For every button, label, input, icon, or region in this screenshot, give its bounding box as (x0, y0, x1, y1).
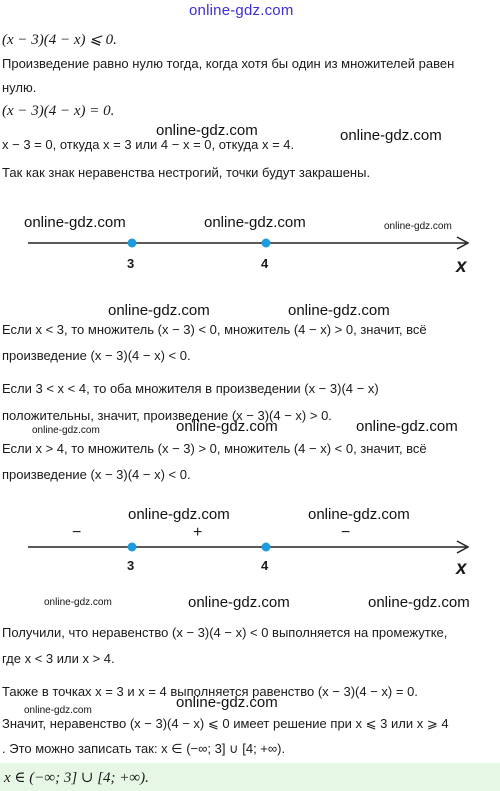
watermark: online-gdz.com (24, 705, 92, 716)
text-line: Если x > 4, то множитель (x − 3) > 0, множитель (4 − x) < 0, значит, всё (2, 441, 427, 456)
watermark: online-gdz.com (156, 122, 258, 139)
text-line: Так как знак неравенства нестрогий, точки будут закрашены. (2, 165, 371, 180)
watermark: online-gdz.com (368, 594, 470, 611)
roots-line: x − 3 = 0, откуда x = 3 или 4 − x = 0, откуда x = 4. (2, 137, 295, 152)
watermark: online-gdz.com (340, 127, 442, 144)
site-header-watermark: online-gdz.com (189, 2, 294, 19)
watermark: online-gdz.com (44, 597, 112, 608)
text-line: Если 3 < x < 4, то оба множителя в произведении (x − 3)(4 − x) (2, 381, 379, 396)
point-4 (262, 543, 271, 552)
text-line: . Это можно записать так: x ∈ (−∞; 3] ∪ [4; +∞). (2, 741, 286, 756)
text-line: Значит, неравенство (x − 3)(4 − x) ⩽ 0 имеет решение при x ⩽ 3 или x ⩾ 4 (2, 716, 449, 731)
point-label-3: 3 (127, 558, 135, 573)
text-line: Произведение равно нулю тогда, когда хотя бы один из множителей равен (2, 56, 455, 71)
watermark: online-gdz.com (32, 425, 100, 436)
watermark: online-gdz.com (176, 418, 278, 435)
watermark: online-gdz.com (384, 221, 452, 232)
number-line-1 (0, 225, 500, 285)
sign-right: − (341, 524, 351, 541)
watermark: online-gdz.com (24, 214, 126, 231)
text-line: произведение (x − 3)(4 − x) < 0. (2, 348, 191, 363)
text-line: Если x < 3, то множитель (x − 3) < 0, множитель (4 − x) > 0, значит, всё (2, 322, 427, 337)
sign-middle: + (193, 524, 203, 541)
text-line: нулю. (2, 80, 37, 95)
watermark: online-gdz.com (308, 506, 410, 523)
watermark: online-gdz.com (356, 418, 458, 435)
text-line: произведение (x − 3)(4 − x) < 0. (2, 467, 191, 482)
watermark: online-gdz.com (108, 302, 210, 319)
text-line: положительны, значит, произведение (x − 3)(4 − x) > 0. (2, 408, 332, 423)
point-4 (262, 239, 271, 248)
watermark: online-gdz.com (288, 302, 390, 319)
sign-left: − (72, 524, 82, 541)
point-label-3: 3 (127, 256, 135, 271)
watermark: online-gdz.com (204, 214, 306, 231)
text-line: где x < 3 или x > 4. (2, 651, 115, 666)
point-3 (128, 543, 137, 552)
point-label-4: 4 (261, 256, 269, 271)
axis-variable-label: x (456, 256, 467, 277)
text-line: Также в точках x = 3 и x = 4 выполняется равенство (x − 3)(4 − x) = 0. (2, 684, 418, 699)
point-3 (128, 239, 137, 248)
answer-text: x ∈ (−∞; 3] ∪ [4; +∞). (4, 770, 149, 786)
inequality-statement: (x − 3)(4 − x) ⩽ 0. (2, 32, 117, 48)
axis-variable-label: x (456, 558, 467, 579)
point-label-4: 4 (261, 558, 269, 573)
text-line: Получили, что неравенство (x − 3)(4 − x) < 0 выполняется на промежутке, (2, 625, 448, 640)
watermark: online-gdz.com (176, 694, 278, 711)
watermark: online-gdz.com (188, 594, 290, 611)
watermark: online-gdz.com (128, 506, 230, 523)
equation-line: (x − 3)(4 − x) = 0. (2, 103, 115, 119)
number-line-2 (0, 529, 500, 589)
answer-box (0, 763, 500, 791)
